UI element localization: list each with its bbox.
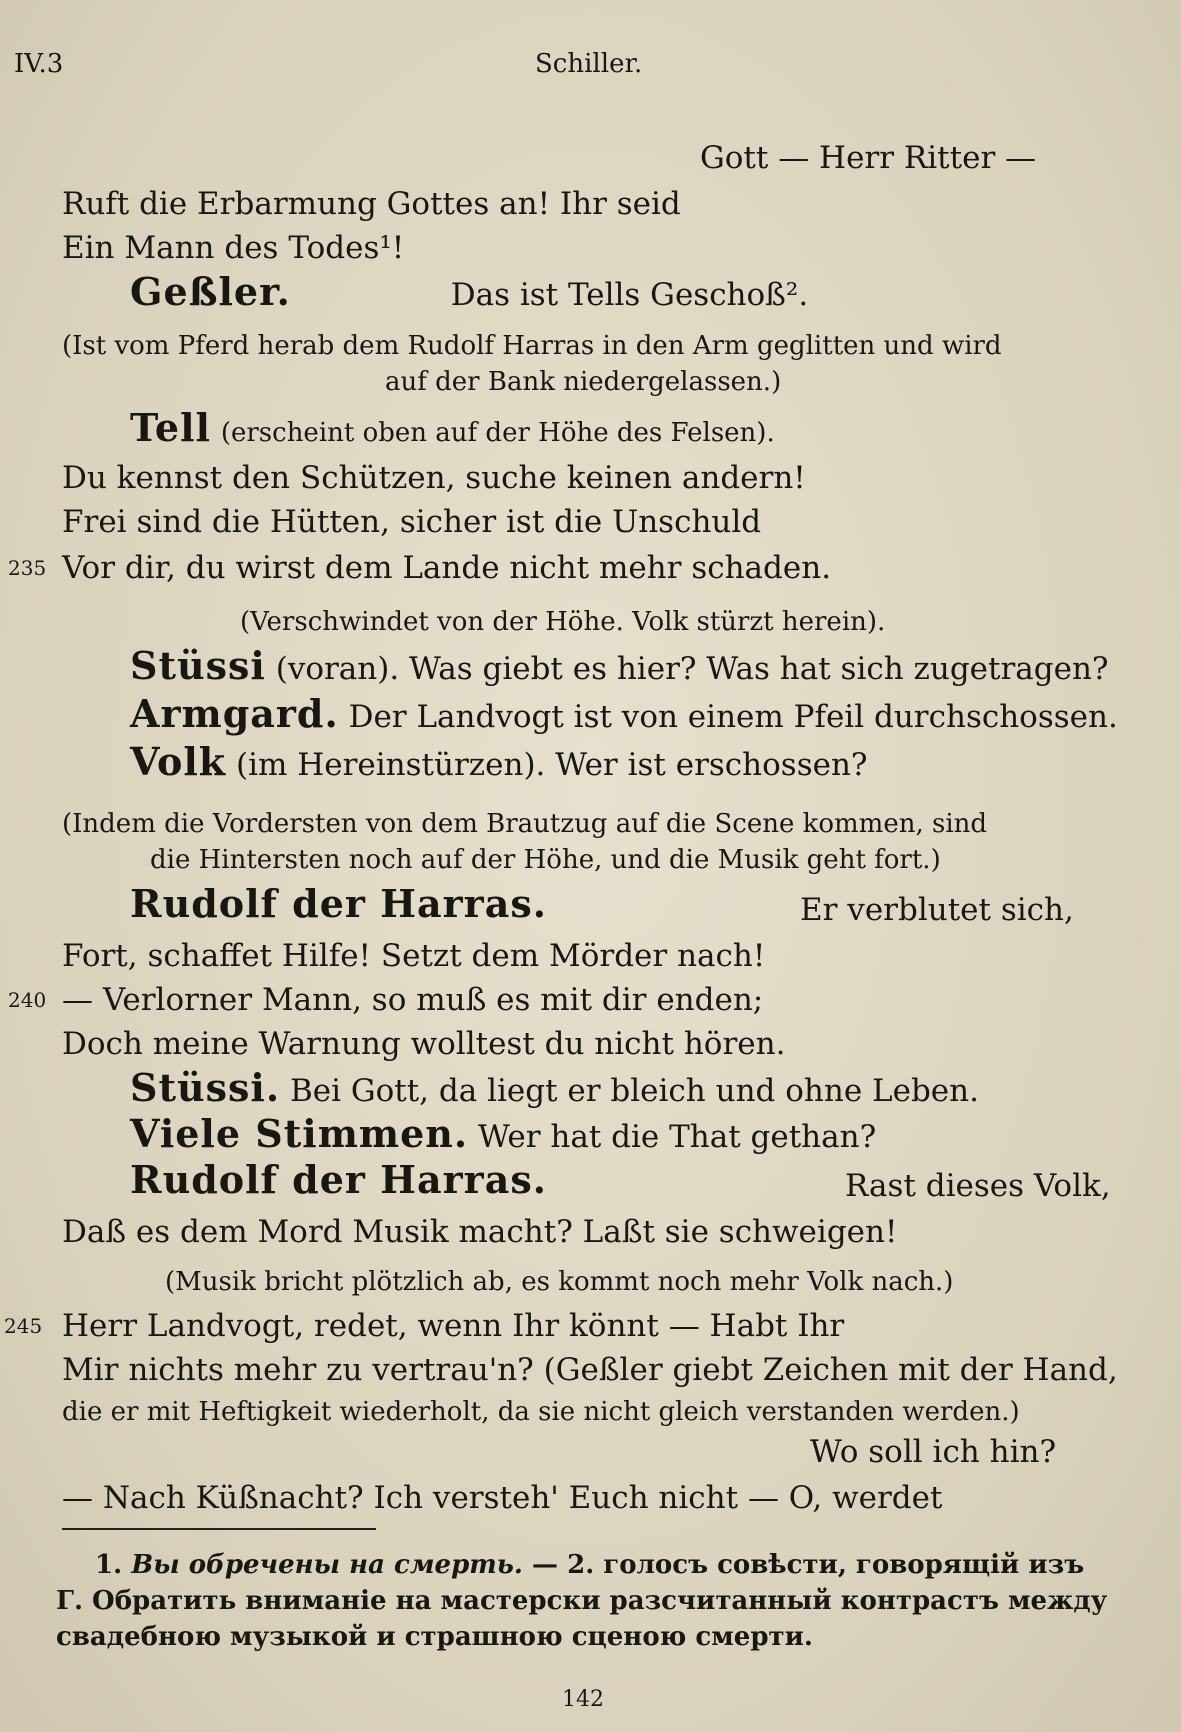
- line-number: 235: [8, 556, 47, 580]
- stage-direction: (Ist vom Pferd herab dem Rudolf Harras in den Arm geglitten und wird: [62, 331, 1002, 361]
- speaker-name: Stüssi: [130, 643, 266, 688]
- speech-text: (im Hereinstürzen). Wer ist erschossen?: [235, 747, 868, 783]
- verse-line: Fort, schaffet Hilfe! Setzt dem Mörder nach!: [62, 938, 766, 974]
- speaker-name: Geßler.: [130, 269, 291, 314]
- speaker-name: Volk: [130, 739, 227, 784]
- speech-text: Er verblutet sich,: [800, 892, 1074, 928]
- stage-direction: (Verschwindet von der Höhe. Volk stürzt herein).: [240, 607, 886, 637]
- speaker-name: Tell: [130, 405, 211, 450]
- speaker-line: [130, 1065, 979, 1111]
- verse-line: Frei sind die Hütten, sicher ist die Unschuld: [62, 504, 762, 540]
- footnote-divider: [62, 1528, 376, 1530]
- footnote-line: [95, 1548, 1084, 1582]
- footnote-text: — 2. голосъ совѣсти, говорящій изъ: [532, 1550, 1085, 1580]
- section-label: IV.3: [14, 49, 64, 79]
- verse-line: Gott — Herr Ritter —: [700, 140, 1037, 176]
- speaker-line: [130, 739, 868, 785]
- page-number: 142: [562, 1687, 604, 1712]
- verse-line: Ruft die Erbarmung Gottes an! Ihr seid: [62, 186, 681, 222]
- speaker-name: Rudolf der Harras.: [130, 1157, 547, 1202]
- footnote-line: Г. Обратить вниманіе на мастерски разсчитанный контрастъ между: [56, 1586, 1108, 1616]
- verse-line: Mir nichts mehr zu vertrau'n? (Geßler giebt Zeichen mit der Hand,: [62, 1352, 1118, 1388]
- verse-line: Herr Landvogt, redet, wenn Ihr könnt — Habt Ihr: [62, 1308, 845, 1344]
- stage-direction: (Musik bricht plötzlich ab, es kommt noch mehr Volk nach.): [165, 1267, 954, 1297]
- stage-direction: die er mit Heftigkeit wiederholt, da sie nicht gleich verstanden werden.): [62, 1397, 1020, 1427]
- speech-text: Wer hat die That gethan?: [478, 1119, 877, 1155]
- speaker-line: [130, 1111, 877, 1157]
- verse-line: Daß es dem Mord Musik macht? Laßt sie schweigen!: [62, 1214, 898, 1250]
- stage-direction: die Hintersten noch auf der Höhe, und die Musik geht fort.): [150, 845, 941, 875]
- line-number: 240: [8, 988, 47, 1012]
- speaker-name: Viele Stimmen.: [130, 1111, 469, 1156]
- verse-line: Du kennst den Schützen, suche keinen andern!: [62, 460, 806, 496]
- line-number: 245: [4, 1314, 43, 1338]
- speaker-line: [130, 691, 1118, 737]
- footnote-number: 1.: [95, 1550, 123, 1580]
- verse-line: Doch meine Warnung wolltest du nicht hören.: [62, 1026, 786, 1062]
- verse-line: Wo soll ich hin?: [810, 1434, 1057, 1470]
- speaker-line: [130, 269, 809, 315]
- verse-line: — Nach Küßnacht? Ich versteh' Euch nicht — O, werdet: [62, 1480, 943, 1516]
- footnote-line: свадебною музыкой и страшною сценою смерти.: [56, 1622, 813, 1652]
- speech-text: Bei Gott, da liegt er bleich und ohne Leben.: [289, 1073, 979, 1109]
- stage-direction: auf der Bank niedergelassen.): [385, 367, 782, 397]
- speech-text: Das ist Tells Geschoß².: [450, 277, 809, 313]
- speaker-name: Rudolf der Harras.: [130, 881, 547, 926]
- speech-text: Der Landvogt ist von einem Pfeil durchschossen.: [348, 699, 1118, 735]
- stage-direction: (Indem die Vordersten von dem Brautzug auf die Scene kommen, sind: [62, 809, 988, 839]
- verse-line: Ein Mann des Todes¹!: [62, 230, 405, 266]
- speaker-line: [130, 643, 1109, 689]
- stage-direction: (erscheint oben auf der Höhe des Felsen).: [220, 418, 775, 448]
- speech-text: (voran). Was giebt es hier? Was hat sich zugetragen?: [275, 651, 1109, 687]
- speaker-line: [130, 405, 775, 453]
- speaker-name: Armgard.: [130, 691, 339, 736]
- verse-line: — Verlorner Mann, so muß es mit dir enden;: [62, 982, 764, 1018]
- running-header-author: Schiller.: [535, 49, 643, 79]
- verse-line: Vor dir, du wirst dem Lande nicht mehr schaden.: [62, 550, 832, 586]
- speaker-name: Stüssi.: [130, 1065, 281, 1110]
- speech-text: Rast dieses Volk,: [845, 1168, 1111, 1204]
- footnote-italic: Вы обречены на смерть.: [131, 1550, 523, 1580]
